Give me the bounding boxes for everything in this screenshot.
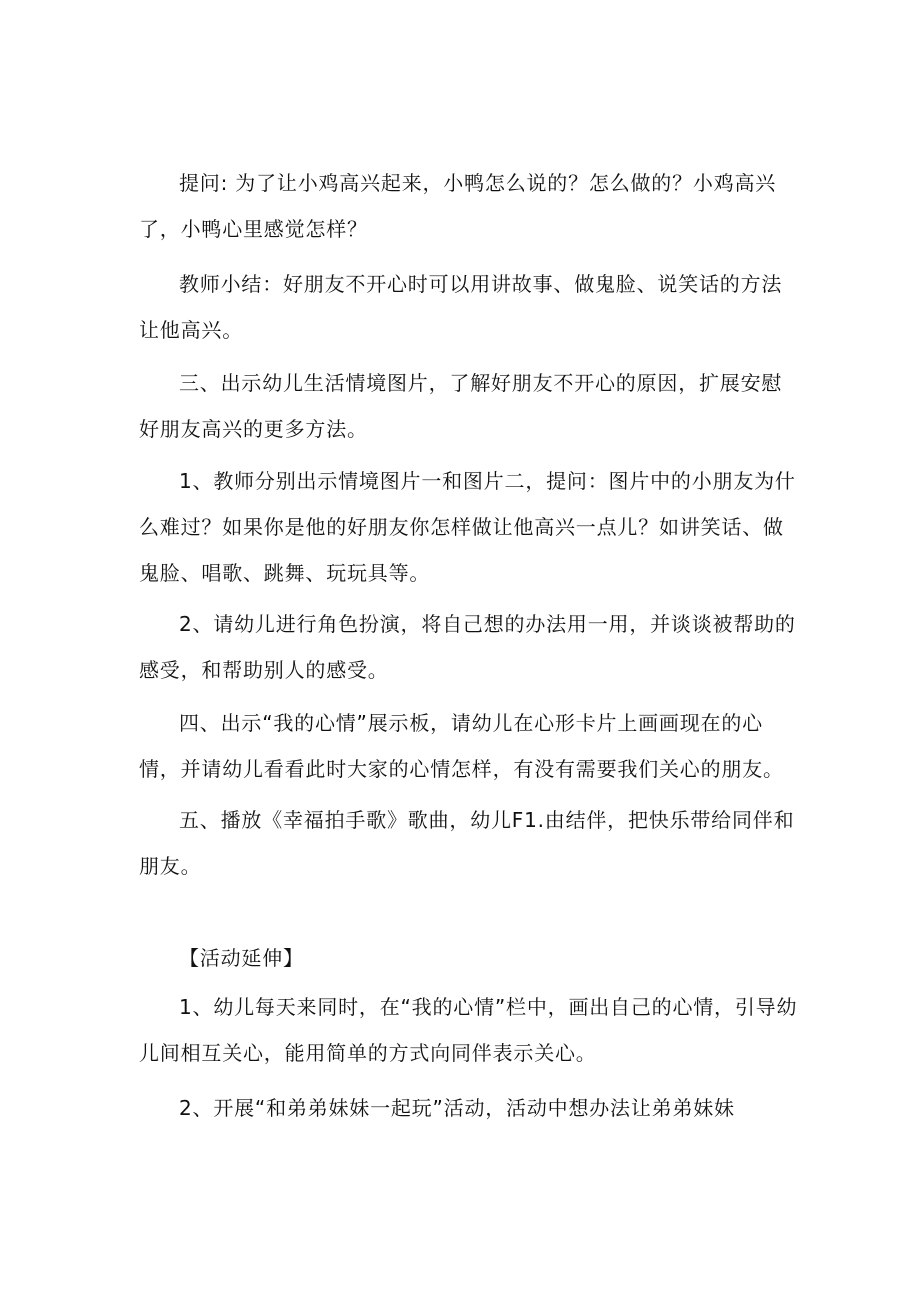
section-heading-extension: 【活动延伸】: [179, 946, 304, 970]
paragraph-extension-item-2: 2、开展“和弟弟妹妹一起玩”活动，活动中想办法让弟弟妹妹: [179, 1096, 735, 1120]
paragraph-step-four: 四、出示“我的心情”展示板，请幼儿在心形卡片上画画现在的心情，并请幼儿看看此时大家的心情怎样，有没有需要我们关心的朋友。: [139, 711, 784, 781]
paragraph-step-five: 五、播放《幸福拍手歌》歌曲，幼儿F1.由结伴，把快乐带给同伴和朋友。: [139, 808, 795, 878]
paragraph-teacher-summary: 教师小结：好朋友不开心时可以用讲故事、做鬼脸、说笑话的方法让他高兴。: [139, 272, 783, 342]
paragraph-step-three-item-1: 1、教师分别出示情境图片一和图片二，提问：图片中的小朋友为什么难过？如果你是他的好朋友你怎样做让他高兴一点儿？如讲笑话、做鬼脸、唱歌、跳舞、玩玩具等。: [139, 469, 796, 585]
paragraph-step-three-item-2: 2、请幼儿进行角色扮演，将自己想的办法用一用，并谈谈被帮助的感受，和帮助别人的感受。: [139, 612, 796, 682]
paragraph-extension-item-1: 1、幼儿每天来同时，在“我的心情”栏中，画出自己的心情，引导幼儿间相互关心，能用简单的方式向同伴表示关心。: [139, 995, 798, 1065]
paragraph-step-three: 三、出示幼儿生活情境图片，了解好朋友不开心的原因，扩展安慰好朋友高兴的更多方法。: [139, 371, 783, 441]
paragraph-question: 提问: 为了让小鸡高兴起来，小鸭怎么说的？怎么做的？小鸡高兴了，小鸭心里感觉怎样？: [139, 171, 777, 241]
